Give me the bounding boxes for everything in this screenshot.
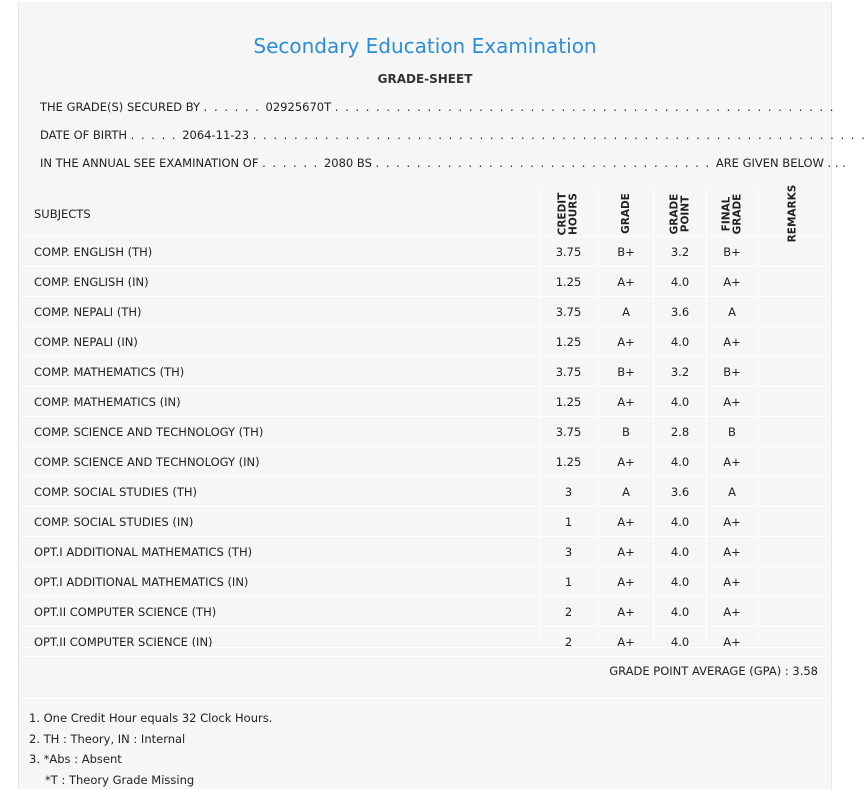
- secured-by-label: THE GRADE(S) SECURED BY: [40, 100, 200, 114]
- remarks-cell: [760, 297, 826, 326]
- grade-cell: A: [600, 297, 652, 326]
- dob-line: DATE OF BIRTH . . . . . 2064-11-23 . . . . . . . . . . . . . . . . . . . . . . . . . . . . . . . . . . . . . . . . . . . . . . . . . . . . . . . . . . . .: [40, 128, 866, 142]
- grade-point-cell: 4.0: [655, 627, 705, 656]
- note-item: 3. *Abs : Absent: [29, 749, 272, 770]
- remarks-cell: [760, 327, 826, 356]
- remarks-cell: [760, 507, 826, 536]
- grade-cell: A: [600, 477, 652, 506]
- grade-cell: A+: [600, 537, 652, 566]
- grade-cell: B+: [600, 357, 652, 386]
- credit-hours-cell: 2: [542, 627, 595, 656]
- final-grade-cell: B+: [707, 357, 757, 386]
- final-grade-cell: A+: [707, 387, 757, 416]
- table-row: [22, 387, 826, 417]
- exam-suffix: ARE GIVEN BELOW . . .: [716, 156, 846, 170]
- grade-point-cell: 3.6: [655, 297, 705, 326]
- remarks-cell: [760, 267, 826, 296]
- table-row: [22, 417, 826, 447]
- remarks-cell: [760, 417, 826, 446]
- note-item: *T : Theory Grade Missing: [29, 770, 272, 790]
- final-grade-cell: A+: [707, 627, 757, 656]
- symbol-number: 02925670T: [266, 100, 332, 114]
- table-row: [22, 597, 826, 627]
- table-header: [22, 191, 826, 237]
- final-grade-cell: A: [707, 297, 757, 326]
- remarks-cell: [760, 477, 826, 506]
- credit-hours-cell: 2: [542, 597, 595, 626]
- table-body: [22, 237, 826, 657]
- grade-point-cell: 3.6: [655, 477, 705, 506]
- header-grade-point: GRADE POINT: [669, 193, 691, 234]
- header-remarks: REMARKS: [788, 185, 799, 243]
- grade-point-cell: 4.0: [655, 507, 705, 536]
- grade-cell: B+: [600, 237, 652, 266]
- remarks-cell: [760, 537, 826, 566]
- subject-cell: OPT.II COMPUTER SCIENCE (TH): [22, 597, 539, 626]
- final-grade-cell: A+: [707, 447, 757, 476]
- grade-point-cell: 3.2: [655, 237, 705, 266]
- final-grade-cell: A+: [707, 507, 757, 536]
- grades-table: [22, 191, 826, 657]
- grade-cell: A+: [600, 507, 652, 536]
- table-row: [22, 267, 826, 297]
- subject-cell: OPT.I ADDITIONAL MATHEMATICS (TH): [22, 537, 539, 566]
- grade-cell: A+: [600, 267, 652, 296]
- dob-label: DATE OF BIRTH: [40, 128, 127, 142]
- exam-year: 2080 BS: [324, 156, 372, 170]
- remarks-cell: [760, 237, 826, 266]
- subject-cell: OPT.II COMPUTER SCIENCE (IN): [22, 627, 539, 656]
- grade-point-cell: 4.0: [655, 387, 705, 416]
- remarks-cell: [760, 597, 826, 626]
- final-grade-cell: A+: [707, 597, 757, 626]
- final-grade-cell: B+: [707, 237, 757, 266]
- header-final-grade: FINAL GRADE: [721, 193, 743, 234]
- final-grade-cell: A+: [707, 267, 757, 296]
- final-grade-cell: A+: [707, 567, 757, 596]
- credit-hours-cell: 3.75: [542, 357, 595, 386]
- grade-point-cell: 4.0: [655, 537, 705, 566]
- grade-cell: B: [600, 417, 652, 446]
- grade-cell: A+: [600, 627, 652, 656]
- grade-cell: A+: [600, 567, 652, 596]
- exam-line: IN THE ANNUAL SEE EXAMINATION OF . . . . . . 2080 BS . . . . . . . . . . . . . . . . . . . . . . . . . . . . . . . . . ARE GIVEN BELOW . . .: [40, 156, 846, 170]
- table-row: [22, 447, 826, 477]
- subject-cell: COMP. SOCIAL STUDIES (TH): [22, 477, 539, 506]
- table-row: [22, 507, 826, 537]
- grade-cell: A+: [600, 597, 652, 626]
- dob-value: 2064-11-23: [182, 128, 249, 142]
- final-grade-cell: A: [707, 477, 757, 506]
- final-grade-cell: A+: [707, 327, 757, 356]
- credit-hours-cell: 3.75: [542, 417, 595, 446]
- grade-point-cell: 4.0: [655, 567, 705, 596]
- credit-hours-cell: 1.25: [542, 387, 595, 416]
- subject-cell: COMP. MATHEMATICS (TH): [22, 357, 539, 386]
- remarks-cell: [760, 387, 826, 416]
- note-item: 2. TH : Theory, IN : Internal: [29, 729, 272, 750]
- table-row: [22, 537, 826, 567]
- gpa-section: [22, 647, 826, 699]
- header-subjects: SUBJECTS: [22, 191, 539, 236]
- remarks-cell: [760, 567, 826, 596]
- subject-cell: COMP. SOCIAL STUDIES (IN): [22, 507, 539, 536]
- credit-hours-cell: 1: [542, 567, 595, 596]
- header-credit-hours: CREDIT HOURS: [558, 192, 580, 235]
- subject-cell: COMP. SCIENCE AND TECHNOLOGY (IN): [22, 447, 539, 476]
- grade-cell: A+: [600, 327, 652, 356]
- credit-hours-cell: 3: [542, 537, 595, 566]
- page-title: Secondary Education Examination: [19, 34, 831, 58]
- table-row: [22, 357, 826, 387]
- header-grade: GRADE: [621, 193, 632, 234]
- subject-cell: COMP. NEPALI (TH): [22, 297, 539, 326]
- credit-hours-cell: 3: [542, 477, 595, 506]
- grade-sheet: [18, 2, 832, 789]
- credit-hours-cell: 3.75: [542, 297, 595, 326]
- subject-cell: COMP. NEPALI (IN): [22, 327, 539, 356]
- credit-hours-cell: 1: [542, 507, 595, 536]
- page-subtitle: GRADE-SHEET: [19, 72, 831, 86]
- grade-point-cell: 3.2: [655, 357, 705, 386]
- credit-hours-cell: 1.25: [542, 267, 595, 296]
- gpa-text: GRADE POINT AVERAGE (GPA) : 3.58: [609, 664, 818, 678]
- grade-cell: A+: [600, 387, 652, 416]
- note-item: 1. One Credit Hour equals 32 Clock Hours.: [29, 708, 272, 729]
- subject-cell: COMP. SCIENCE AND TECHNOLOGY (TH): [22, 417, 539, 446]
- credit-hours-cell: 1.25: [542, 327, 595, 356]
- subject-cell: COMP. ENGLISH (TH): [22, 237, 539, 266]
- notes: [29, 708, 272, 790]
- credit-hours-cell: 3.75: [542, 237, 595, 266]
- grade-point-cell: 2.8: [655, 417, 705, 446]
- grade-point-cell: 4.0: [655, 597, 705, 626]
- credit-hours-cell: 1.25: [542, 447, 595, 476]
- final-grade-cell: B: [707, 417, 757, 446]
- subject-cell: COMP. ENGLISH (IN): [22, 267, 539, 296]
- table-row: [22, 327, 826, 357]
- grade-cell: A+: [600, 447, 652, 476]
- remarks-cell: [760, 447, 826, 476]
- subject-cell: COMP. MATHEMATICS (IN): [22, 387, 539, 416]
- table-row: [22, 237, 826, 267]
- final-grade-cell: A+: [707, 537, 757, 566]
- grade-point-cell: 4.0: [655, 267, 705, 296]
- subject-cell: OPT.I ADDITIONAL MATHEMATICS (IN): [22, 567, 539, 596]
- table-row: [22, 297, 826, 327]
- exam-label: IN THE ANNUAL SEE EXAMINATION OF: [40, 156, 258, 170]
- remarks-cell: [760, 357, 826, 386]
- grade-point-cell: 4.0: [655, 327, 705, 356]
- grade-point-cell: 4.0: [655, 447, 705, 476]
- table-row: [22, 477, 826, 507]
- table-row: [22, 567, 826, 597]
- secured-by-line: THE GRADE(S) SECURED BY . . . . . . 02925670T . . . . . . . . . . . . . . . . . . . . . . . . . . . . . . . . . . . . . . . . . . . . . . . . .: [40, 100, 835, 114]
